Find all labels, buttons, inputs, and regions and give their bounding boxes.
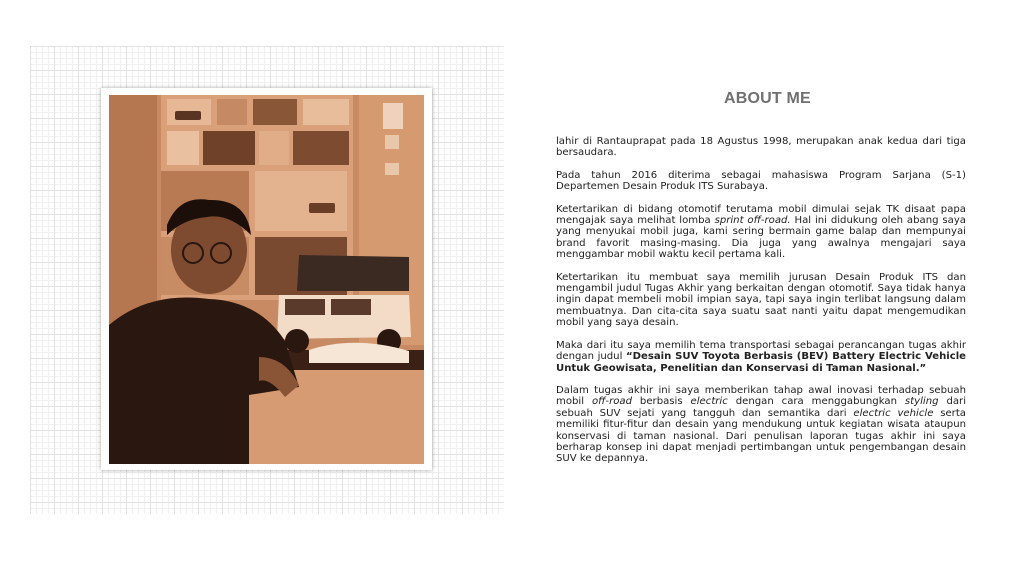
page-title: ABOUT ME [724,90,811,107]
bio-paragraph [556,204,966,261]
text-span: dengan cara menggabungkan [727,396,905,408]
bio-paragraph: lahir di Rantauprapat pada 18 Agustus 1998, merupakan anak kedua dari tiga bersaudara. [556,136,966,159]
text-emphasis: electric vehicle [853,407,934,419]
text-span: Hal ini didukung oleh abang saya yang menyukai mobil juga, kami sering bermain game balap dan mempunyai brand favorit masing-masing. Dia juga yang awalnya mengajari saya menggambar mobil waktu kecil pertama kali. [556,215,966,261]
bio-paragraph [556,340,966,374]
text-emphasis: sprint off-road. [714,215,791,227]
text-emphasis: styling [904,396,939,408]
text-span: serta memiliki fitur-fitur dan desain yang mendukung untuk kegiatan wisata ataupun konservasi di taman nasional. Dari penulisan laporan tugas akhir ini saya berharap konsep ini dapat menjadi pertimbangan untuk pengembangan desain SUV ke depannya. [556,407,966,465]
bio-text [556,136,966,476]
profile-photo-frame [101,88,432,470]
text-span: dari sebuah SUV sejati yang tangguh dan semantika dari [556,396,966,419]
profile-photo [109,95,424,464]
thesis-title: “Desain SUV Toyota Berbasis (BEV) Battery Electric Vehicle Untuk Geowisata, Penelitian dan Konservasi di Taman Nasional.” [556,351,967,374]
bio-paragraph: Pada tahun 2016 diterima sebagai mahasiswa Program Sarjana (S-1) Departemen Desain Produk ITS Surabaya. [556,169,966,193]
text-span: Dalam tugas akhir ini saya memberikan tahap awal inovasi terhadap sebuah mobil [556,384,966,408]
text-span: Maka dari itu saya memilih tema transportasi sebagai perancangan tugas akhir dengan judul [556,339,966,363]
text-span: Ketertarikan di bidang otomotif terutama mobil dimulai sejak TK disaat papa mengajak saya melihat lomba [556,203,966,227]
bio-paragraph [556,385,966,465]
text-emphasis: electric [690,396,728,408]
text-emphasis: off-road [591,396,632,408]
bio-paragraph: Ketertarikan itu membuat saya memilih jurusan Desain Produk ITS dan mengambil judul Tugas Akhir yang berkaitan dengan otomotif. Saya tidak hanya ingin dapat membeli mobil impian saya, tapi saya ingin terlibat langsung dalam membuatnya. Dan cita-cita saya suatu saat nanti yaitu dapat mengemudikan mobil yang saya desain. [556,271,966,329]
text-span: berbasis [632,396,691,408]
